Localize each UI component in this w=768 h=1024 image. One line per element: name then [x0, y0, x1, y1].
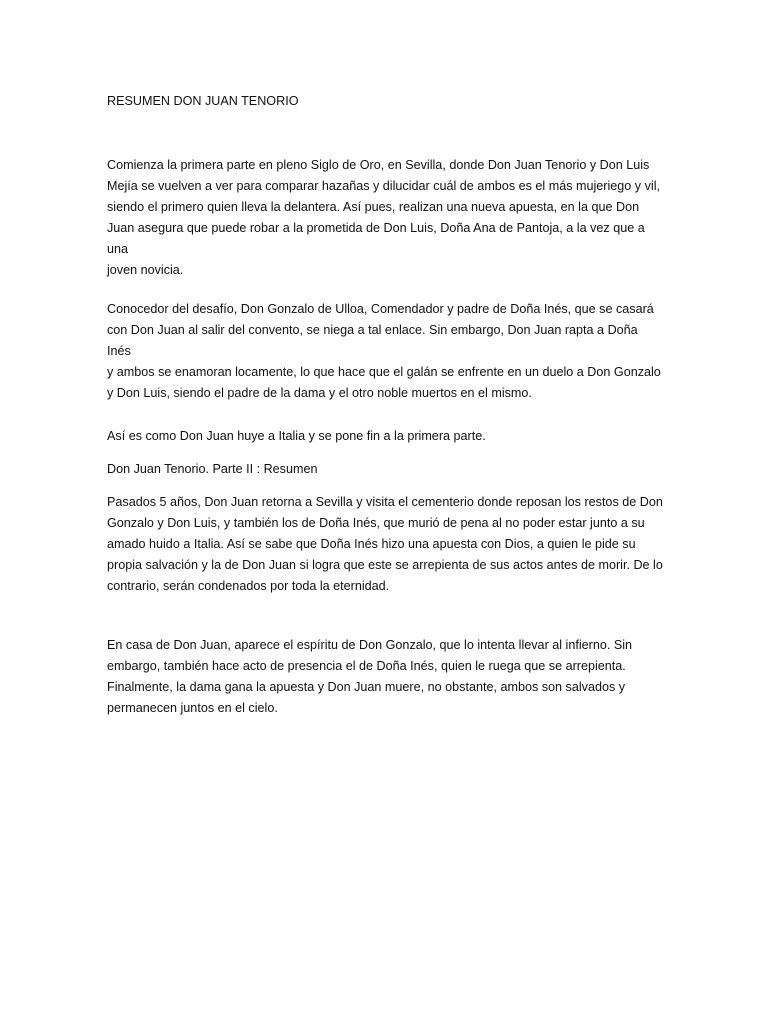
section-heading-part-two: Don Juan Tenorio. Parte II : Resumen — [107, 462, 318, 476]
paragraph-challenge: Conocedor del desafío, Don Gonzalo de Ulloa, Comendador y padre de Doña Inés, que se casará con Don Juan al salir del convento, se niega a tal enlace. Sin embargo, Don Juan rapta a Doña Inés y ambos se enamoran locamente, lo que hace que el galán se enfrente en un duelo a Don Gonzalo y Don Luis, siendo el padre de la dama y el otro noble muertos en el mismo. — [107, 302, 661, 400]
paragraph-part-one-intro: Comienza la primera parte en pleno Siglo de Oro, en Sevilla, donde Don Juan Tenorio y Don Luis Mejía se vuelven a ver para comparar hazañas y dilucidar cuál de ambos es el más mujeriego y vil, siendo el primero quien lleva la delantera. Así pues, realizan una nueva apuesta, en la que Don Juan asegura que puede robar a la prometida de Don Luis, Doña Ana de Pantoja, a la vez que a una joven novicia. — [107, 158, 660, 277]
document-title: RESUMEN DON JUAN TENORIO — [107, 94, 299, 108]
paragraph-part-two-return: Pasados 5 años, Don Juan retorna a Sevilla y visita el cementerio donde reposan los restos de Don Gonzalo y Don Luis, y también los de Doña Inés, que murió de pena al no poder estar junto a su amado huido a Italia. Así se sabe que Doña Inés hizo una apuesta con Dios, a quien le pide su propia salvación y la de Don Juan si logra que este se arrepienta de sus actos antes de morir. De lo contrario, serán condenados por toda la eternidad. — [107, 495, 663, 593]
paragraph-part-one-end: Así es como Don Juan huye a Italia y se pone fin a la primera parte. — [107, 429, 486, 443]
paragraph-ending: En casa de Don Juan, aparece el espíritu de Don Gonzalo, que lo intenta llevar al infierno. Sin embargo, también hace acto de presencia el de Doña Inés, quien le ruega que se arrepienta. Finalmente, la dama gana la apuesta y Don Juan muere, no obstante, ambos son salvados y permanecen juntos en el cielo. — [107, 638, 633, 715]
